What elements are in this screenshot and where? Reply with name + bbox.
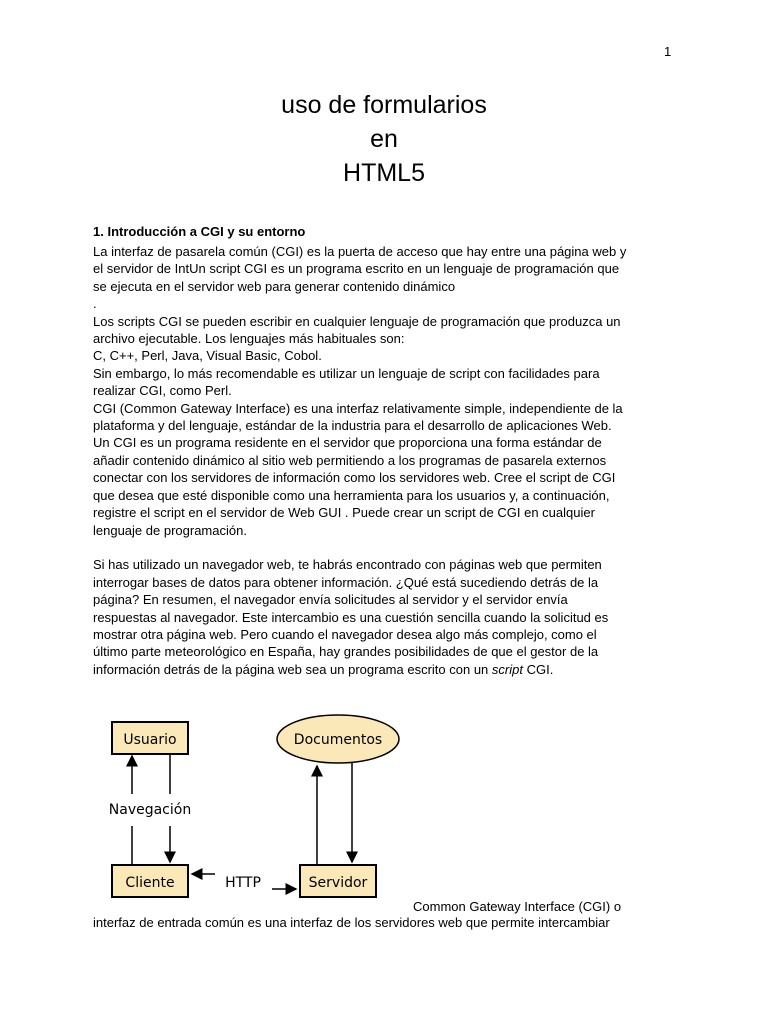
body-line: añadir contenido dinámico al sitio web permitiendo a los programas de pasarela externos — [93, 452, 607, 468]
italic-script: script — [491, 661, 523, 677]
text-segment: CGI. — [522, 661, 554, 677]
section-heading: 1. Introducción a CGI y su entorno — [93, 224, 306, 239]
paragraph-gap — [93, 539, 683, 556]
body-line: interrogar bases de datos para obtener información. ¿Qué está sucediendo detrás de la — [93, 574, 599, 590]
page-number: 1 — [664, 44, 672, 59]
body-line: Si has utilizado un navegador web, te habrás encontrado con páginas web que permiten — [93, 557, 602, 573]
body-line: Los scripts CGI se pueden escribir en cualquier lenguaje de programación que produzca un — [93, 313, 621, 329]
text-segment: información detrás de la página web sea un programa escrito con un — [93, 661, 492, 677]
body-line: . — [93, 296, 97, 312]
page-title — [0, 88, 768, 190]
body-line: se ejecuta en el servidor web para generar contenido dinámico — [93, 278, 456, 294]
body-line: mostrar otra página web. Pero cuando el navegador desea algo más complejo, como el — [93, 626, 597, 642]
body-line: registre el script en el servidor de Web GUI . Puede crear un script de CGI en cualquier — [93, 505, 595, 521]
body-line: conectar con los servidores de información como los servidores web. Cree el script de CGI — [93, 470, 616, 486]
cliente-label: Cliente — [125, 875, 175, 891]
caption-line-2: interfaz de entrada común es una interfaz de los servidores web que permite intercambiar — [93, 915, 610, 930]
body-line: realizar CGI, como Perl. — [93, 383, 232, 399]
cgi-diagram — [100, 708, 400, 908]
body-line-last — [93, 661, 683, 678]
title-line-2: en — [370, 125, 398, 153]
title-line-1: uso de formularios — [281, 91, 487, 119]
navegacion-label: Navegación — [108, 802, 192, 818]
body-line: CGI (Common Gateway Interface) es una interfaz relativamente simple, independiente de la — [93, 400, 623, 416]
body-line: La interfaz de pasarela común (CGI) es la puerta de acceso que hay entre una página web y — [93, 244, 627, 259]
body-line: C, C++, Perl, Java, Visual Basic, Cobol. — [93, 348, 322, 364]
body-line: plataforma y del lenguaje, estándar de la industria para el desarrollo de aplicaciones Web. — [93, 418, 612, 434]
body-line: respuestas al navegador. Este intercambio es una cuestión sencilla cuando la solicitud es — [93, 609, 609, 625]
title-line-3: HTML5 — [343, 159, 425, 187]
servidor-label: Servidor — [308, 875, 368, 891]
body-line: Sin embargo, lo más recomendable es utilizar un lenguaje de script con facilidades para — [93, 365, 600, 381]
body-text — [93, 243, 683, 678]
body-line: lenguaje de programación. — [93, 522, 247, 538]
body-line: Un CGI es un programa residente en el servidor que proporciona una forma estándar de — [93, 435, 602, 451]
body-line: que desea que esté disponible como una herramienta para los usuarios y, a continuación, — [93, 487, 610, 503]
body-line: página? En resumen, el navegador envía solicitudes al servidor y el servidor envía — [93, 592, 568, 608]
usuario-label: Usuario — [123, 732, 177, 748]
documentos-label: Documentos — [293, 732, 383, 748]
body-line: último parte meteorológico en España, hay grandes posibilidades de que el gestor de la — [93, 644, 599, 660]
http-label: HTTP — [225, 875, 261, 891]
body-line: el servidor de IntUn script CGI es un programa escrito en un lenguaje de programación que — [93, 261, 620, 277]
body-line: archivo ejecutable. Los lenguajes más habituales son: — [93, 331, 405, 347]
caption-line-1: Common Gateway Interface (CGI) o — [413, 899, 622, 914]
